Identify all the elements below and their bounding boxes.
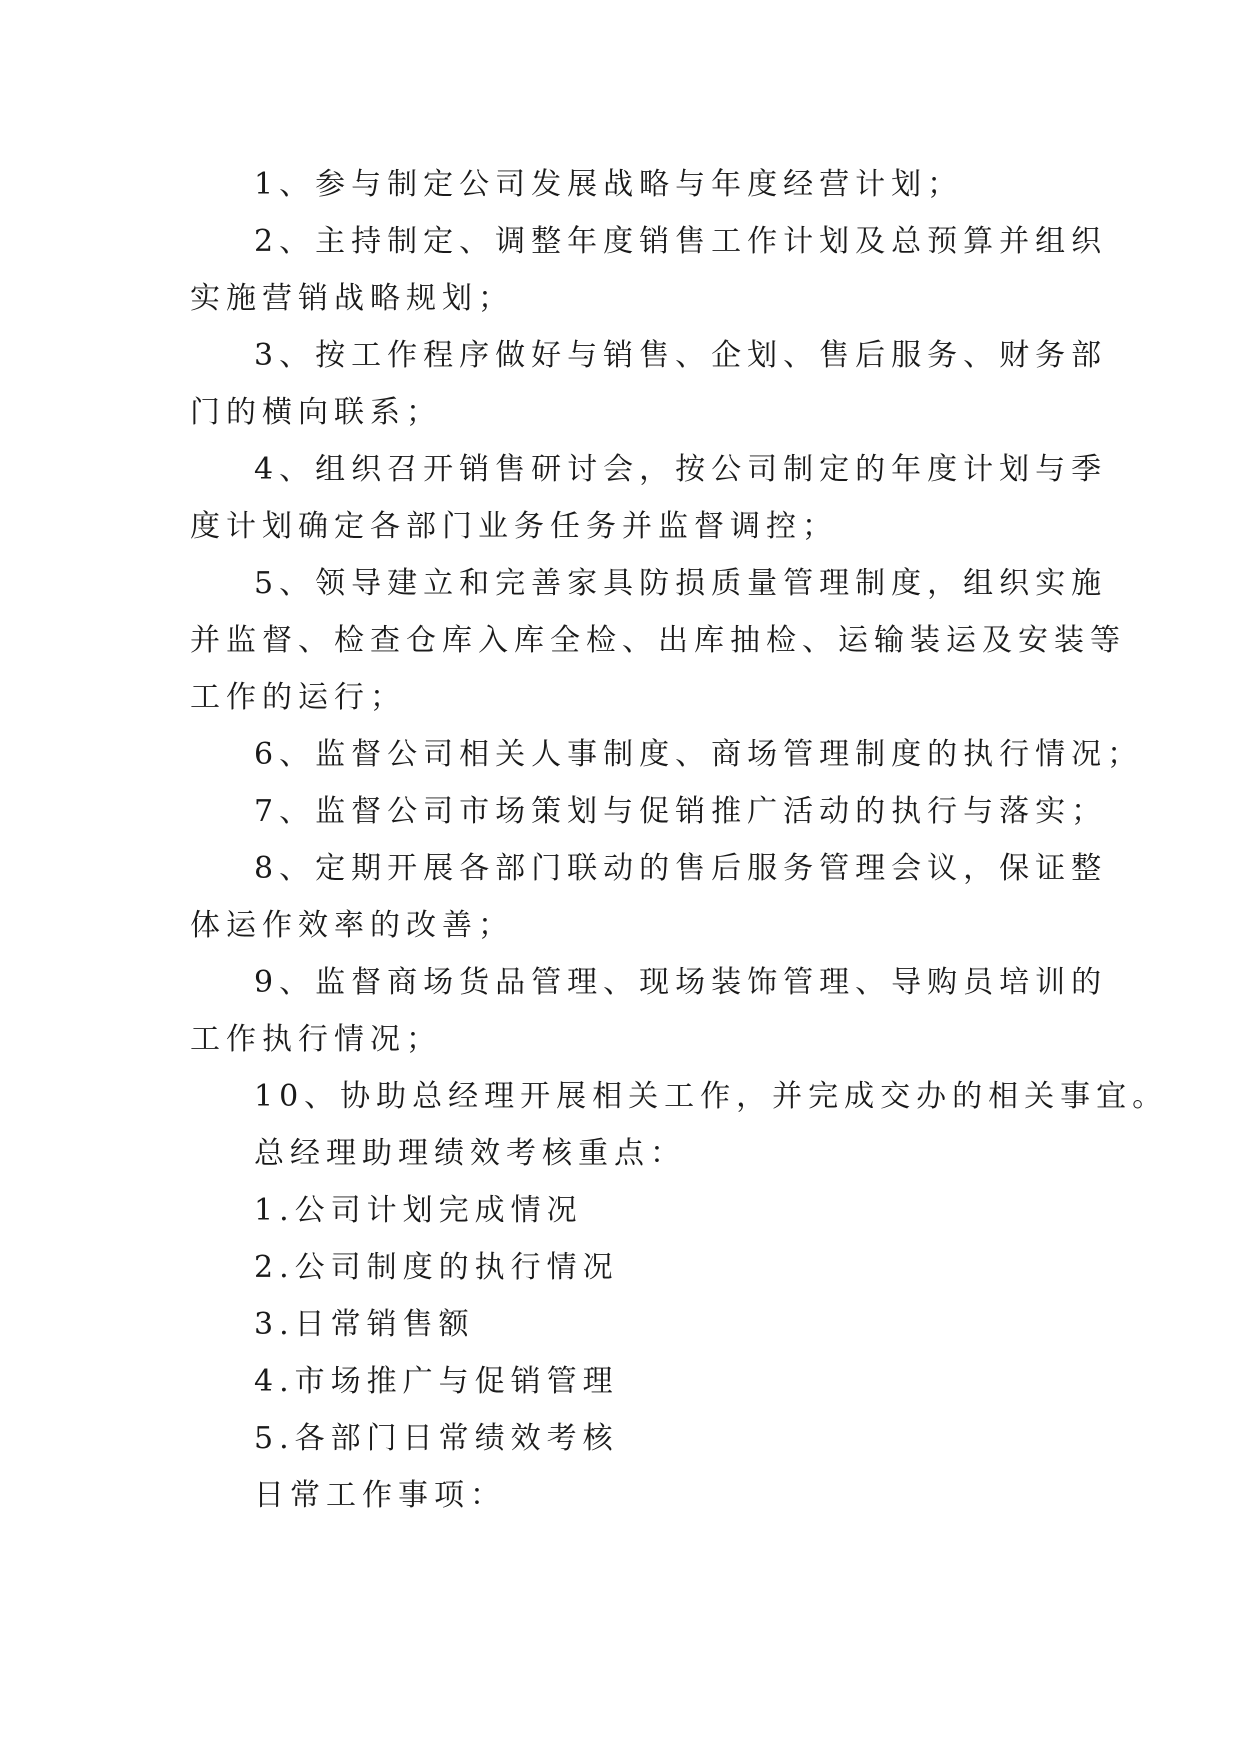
- duty-item-3-line-2: 门的横向联系；: [190, 395, 442, 430]
- daily-tasks-heading: 日常工作事项：: [254, 1478, 506, 1513]
- duty-item-10: 10、协助总经理开展相关工作，并完成交办的相关事宜。: [254, 1079, 1169, 1114]
- kpi-item-3: 3.日常销售额: [254, 1307, 475, 1342]
- duty-item-4-line-1: 4、组织召开销售研讨会，按公司制定的年度计划与季: [254, 452, 1108, 487]
- duty-item-7: 7、监督公司市场策划与促销推广活动的执行与落实；: [254, 794, 1108, 829]
- duty-item-8-line-1: 8、定期开展各部门联动的售后服务管理会议，保证整: [254, 851, 1108, 886]
- duty-item-6: 6、监督公司相关人事制度、商场管理制度的执行情况；: [254, 737, 1144, 772]
- duty-item-3-line-1: 3、按工作程序做好与销售、企划、售后服务、财务部: [254, 338, 1108, 373]
- duty-item-5-line-2: 并监督、检查仓库入库全检、出库抽检、运输装运及安装等: [190, 623, 1126, 658]
- duty-item-8-line-2: 体运作效率的改善；: [190, 908, 514, 943]
- kpi-item-2: 2.公司制度的执行情况: [254, 1250, 619, 1285]
- duty-item-5-line-1: 5、领导建立和完善家具防损质量管理制度，组织实施: [254, 566, 1108, 601]
- kpi-item-5: 5.各部门日常绩效考核: [254, 1421, 619, 1456]
- duty-item-9-line-1: 9、监督商场货品管理、现场装饰管理、导购员培训的: [254, 965, 1108, 1000]
- duty-item-2-line-1: 2、主持制定、调整年度销售工作计划及总预算并组织: [254, 224, 1108, 259]
- duty-item-5-line-3: 工作的运行；: [190, 680, 406, 715]
- duty-item-1: 1、参与制定公司发展战略与年度经营计划；: [254, 167, 964, 202]
- duty-item-2-line-2: 实施营销战略规划；: [190, 281, 514, 316]
- duty-item-4-line-2: 度计划确定各部门业务任务并监督调控；: [190, 509, 838, 544]
- kpi-item-4: 4.市场推广与促销管理: [254, 1364, 619, 1399]
- kpi-item-1: 1.公司计划完成情况: [254, 1193, 583, 1228]
- kpi-heading: 总经理助理绩效考核重点：: [254, 1136, 686, 1171]
- duty-item-9-line-2: 工作执行情况；: [190, 1022, 442, 1057]
